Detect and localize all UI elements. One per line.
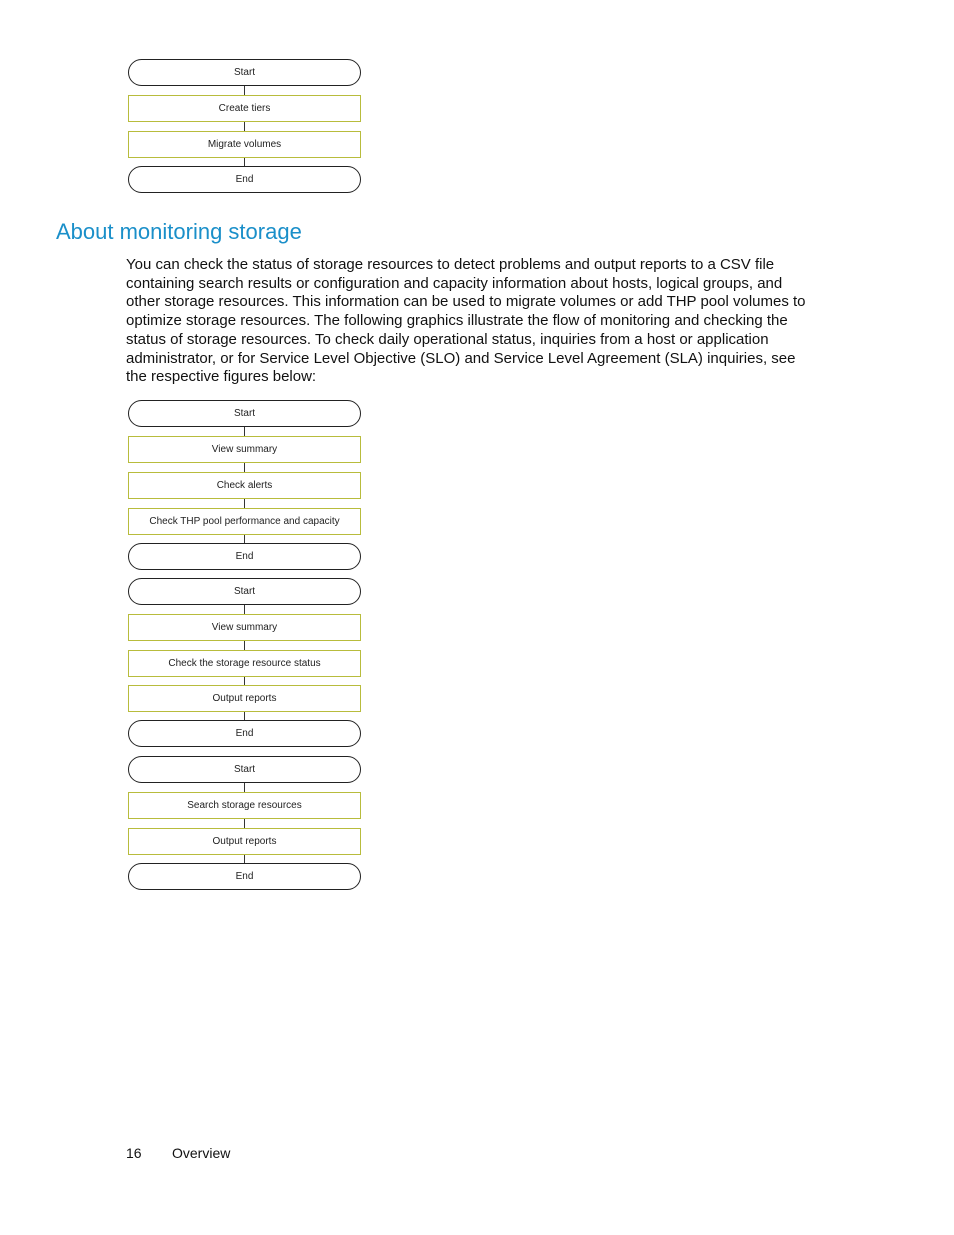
footer-section-title: Overview: [172, 1145, 231, 1161]
flow-step-output-reports: Output reports: [128, 828, 361, 855]
flow-connector: [244, 463, 245, 472]
flow-step-check-thp-pool: Check THP pool performance and capacity: [128, 508, 361, 535]
flow-connector: [244, 534, 245, 543]
flow-step-check-resource-status: Check the storage resource status: [128, 650, 361, 677]
flow-step-migrate-volumes: Migrate volumes: [128, 131, 361, 158]
flow-start-node: Start: [128, 756, 361, 783]
body-paragraph: You can check the status of storage resources to detect problems and output reports to a CSV file containing search results or configuration and capacity information about hosts, logical groups, and other storage resources. This information can be used to migrate volumes or add THP pool volumes to optimize storage resources. The following graphics illustrate the flow of monitoring and checking the status of storage resources. To check daily operational status, inquiries from a host or application administrator, or for Service Level Objective (SLO) and Service Level Agreement (SLA) inquiries, see the respective figures below:: [126, 256, 806, 386]
flow-step-search-resources: Search storage resources: [128, 792, 361, 819]
flow-end-node: End: [128, 166, 361, 193]
page-number: 16: [126, 1145, 142, 1161]
flow-connector: [244, 86, 245, 95]
flow-connector: [244, 819, 245, 828]
section-heading: About monitoring storage: [56, 219, 302, 244]
flow-end-node: End: [128, 863, 361, 890]
flow-connector: [244, 157, 245, 166]
flow-connector: [244, 854, 245, 863]
flowchart-slo-sla-inquiry: [128, 756, 361, 891]
flow-step-view-summary: View summary: [128, 614, 361, 641]
flow-connector: [244, 427, 245, 436]
flow-connector: [244, 641, 245, 650]
flow-step-create-tiers: Create tiers: [128, 95, 361, 122]
flow-end-node: End: [128, 720, 361, 747]
flow-step-view-summary: View summary: [128, 436, 361, 463]
flow-step-check-alerts: Check alerts: [128, 472, 361, 499]
flow-connector: [244, 122, 245, 131]
flow-start-node: Start: [128, 59, 361, 86]
flowchart-daily-status: [128, 400, 361, 571]
flow-connector: [244, 605, 245, 614]
flowchart-tiering: [128, 59, 361, 193]
flow-start-node: Start: [128, 578, 361, 605]
flowchart-host-inquiry: [128, 578, 361, 749]
flow-start-node: Start: [128, 400, 361, 427]
flow-step-output-reports: Output reports: [128, 685, 361, 712]
flow-connector: [244, 499, 245, 508]
flow-connector: [244, 783, 245, 792]
flow-end-node: End: [128, 543, 361, 570]
